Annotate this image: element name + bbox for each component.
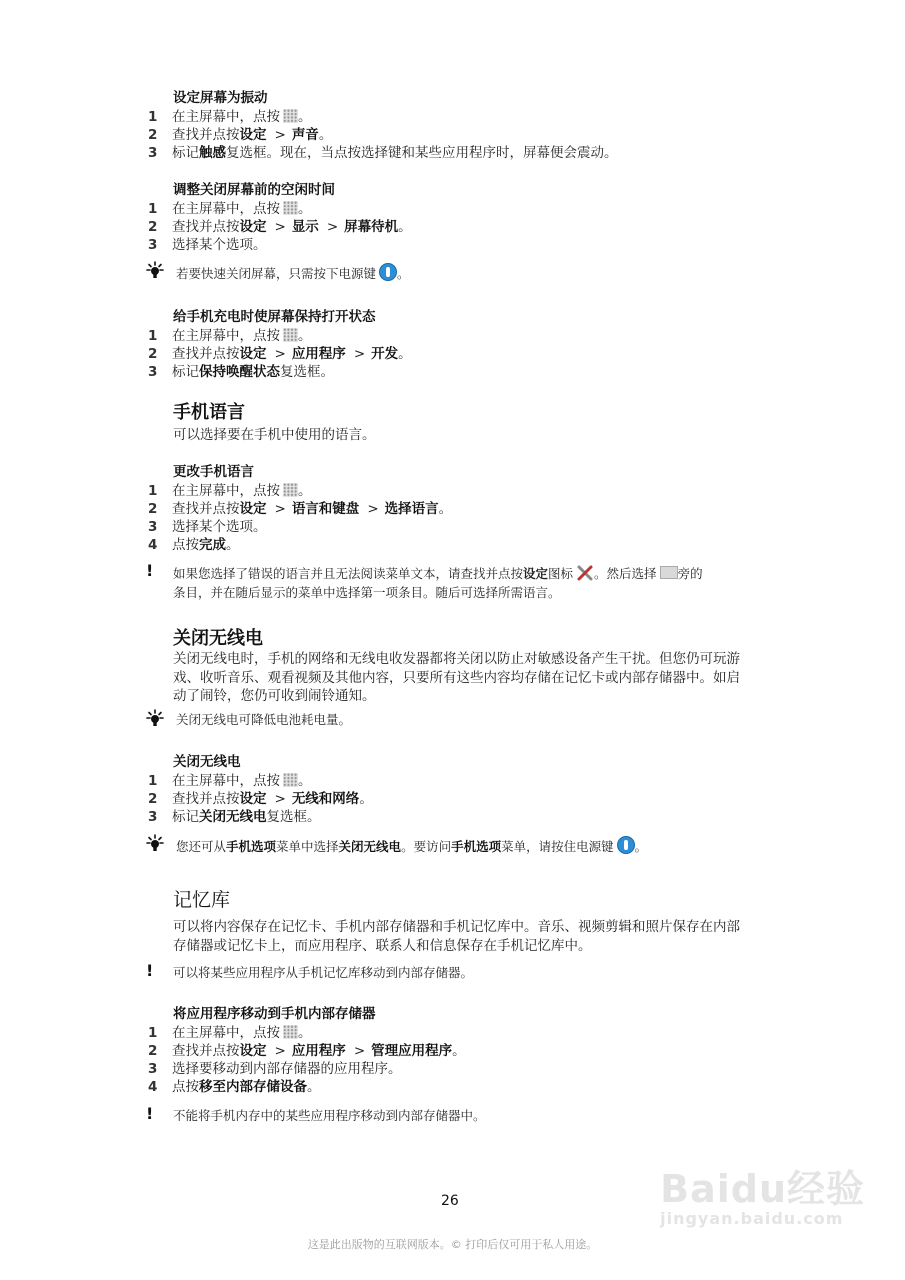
tip-lightbulb-icon	[145, 709, 165, 729]
keyboard-icon	[660, 566, 678, 579]
app-grid-icon	[283, 1025, 298, 1039]
tip-text: 若要快速关闭屏幕，只需按下电源键 。	[176, 263, 410, 283]
step-3: 3 选择要移动到内部存储器的应用程序。	[148, 1061, 402, 1077]
step-3: 3 标记保持唤醒状态复选框。	[148, 364, 334, 380]
step-4: 4 点按完成。	[148, 537, 240, 553]
section-title-charging: 给手机充电时使屏幕保持打开状态	[173, 309, 376, 325]
section-title-vibrate: 设定屏幕为振动	[173, 90, 268, 106]
step-1: 1 在主屏幕中，点按 。	[148, 1025, 312, 1041]
step-2: 2 查找并点按设定 > 声音。	[148, 127, 333, 143]
power-button-icon	[379, 263, 397, 281]
tip-text: 您还可从手机选项菜单中选择关闭无线电。要访问手机选项菜单，请按住电源键 。	[176, 836, 647, 856]
app-grid-icon	[283, 201, 298, 215]
warning-text: 可以将某些应用程序从手机记忆库移动到内部存储器。	[173, 965, 474, 980]
step-2: 2 查找并点按设定 > 无线和网络。	[148, 791, 373, 807]
app-grid-icon	[283, 773, 298, 787]
warning-exclamation-icon: !	[146, 961, 154, 980]
app-grid-icon	[283, 328, 298, 342]
tip-text: 关闭无线电可降低电池耗电量。	[176, 712, 352, 727]
intro-radio: 关闭无线电时，手机的网络和无线电收发器都将关闭以防止对敏感设备产生干扰。但您仍可玩游戏、收听音乐、观看视频及其他内容，只要所有这些内容均存储在记忆卡或内部存储器中。如启动了闹铃，您仍可收到闹铃通知。	[173, 651, 740, 704]
heading-memory: 记忆库	[173, 889, 231, 911]
warning-text: 不能将手机内存中的某些应用程序移动到内部存储器中。	[173, 1108, 486, 1123]
step-2: 2 查找并点按设定 > 显示 > 屏幕待机。	[148, 219, 412, 235]
warning-exclamation-icon: !	[146, 561, 154, 580]
settings-tools-icon	[576, 565, 594, 581]
tip-lightbulb-icon	[145, 261, 165, 281]
app-grid-icon	[283, 109, 298, 123]
step-1: 1 在主屏幕中，点按 。	[148, 109, 312, 125]
watermark-logo: Baidu经验	[660, 1167, 865, 1211]
step-3: 3 标记关闭无线电复选框。	[148, 809, 321, 825]
step-2: 2 查找并点按设定 > 语言和键盘 > 选择语言。	[148, 501, 453, 517]
section-title-move-apps: 将应用程序移动到手机内部存储器	[173, 1006, 376, 1022]
baidu-watermark	[660, 1158, 865, 1228]
heading-radio: 关闭无线电	[173, 628, 263, 649]
step-1: 1 在主屏幕中，点按 。	[148, 773, 312, 789]
page-number: 26	[441, 1193, 459, 1209]
warning-text: 如果您选择了错误的语言并且无法阅读菜单文本，请查找并点按设定图标 。然后选择 旁的 条目，并在随后显示的菜单中选择第一项条目。随后可选择所需语言。	[173, 566, 703, 600]
step-3: 3 标记触感复选框。现在，当点按选择键和某些应用程序时，屏幕便会震动。	[148, 145, 618, 161]
power-button-icon	[617, 836, 635, 854]
intro-language: 可以选择要在手机中使用的语言。	[173, 427, 376, 443]
step-2: 2 查找并点按设定 > 应用程序 > 开发。	[148, 346, 412, 362]
step-4: 4 点按移至内部存储设备。	[148, 1079, 321, 1095]
tip-lightbulb-icon	[145, 834, 165, 854]
step-2: 2 查找并点按设定 > 应用程序 > 管理应用程序。	[148, 1043, 466, 1059]
heading-language: 手机语言	[173, 402, 245, 423]
intro-memory: 可以将内容保存在记忆卡、手机内部存储器和手机记忆库中。音乐、视频剪辑和照片保存在内部存储器或记忆卡上，而应用程序、联系人和信息保存在手机记忆库中。	[173, 919, 740, 954]
section-title-idle: 调整关闭屏幕前的空闲时间	[173, 182, 335, 198]
warning-exclamation-icon: !	[146, 1104, 154, 1123]
step-3: 3 选择某个选项。	[148, 519, 267, 535]
step-1: 1 在主屏幕中，点按 。	[148, 328, 312, 344]
section-title-turn-off-radio: 关闭无线电	[173, 754, 241, 770]
app-grid-icon	[283, 483, 298, 497]
step-1: 1 在主屏幕中，点按 。	[148, 201, 312, 217]
step-1: 1 在主屏幕中，点按 。	[148, 483, 312, 499]
step-3: 3 选择某个选项。	[148, 237, 267, 253]
footer-copyright: 这是此出版物的互联网版本。© 打印后仅可用于私人用途。	[307, 1238, 598, 1251]
section-title-change-language: 更改手机语言	[173, 464, 254, 480]
watermark-url: jingyan.baidu.com	[660, 1209, 844, 1228]
